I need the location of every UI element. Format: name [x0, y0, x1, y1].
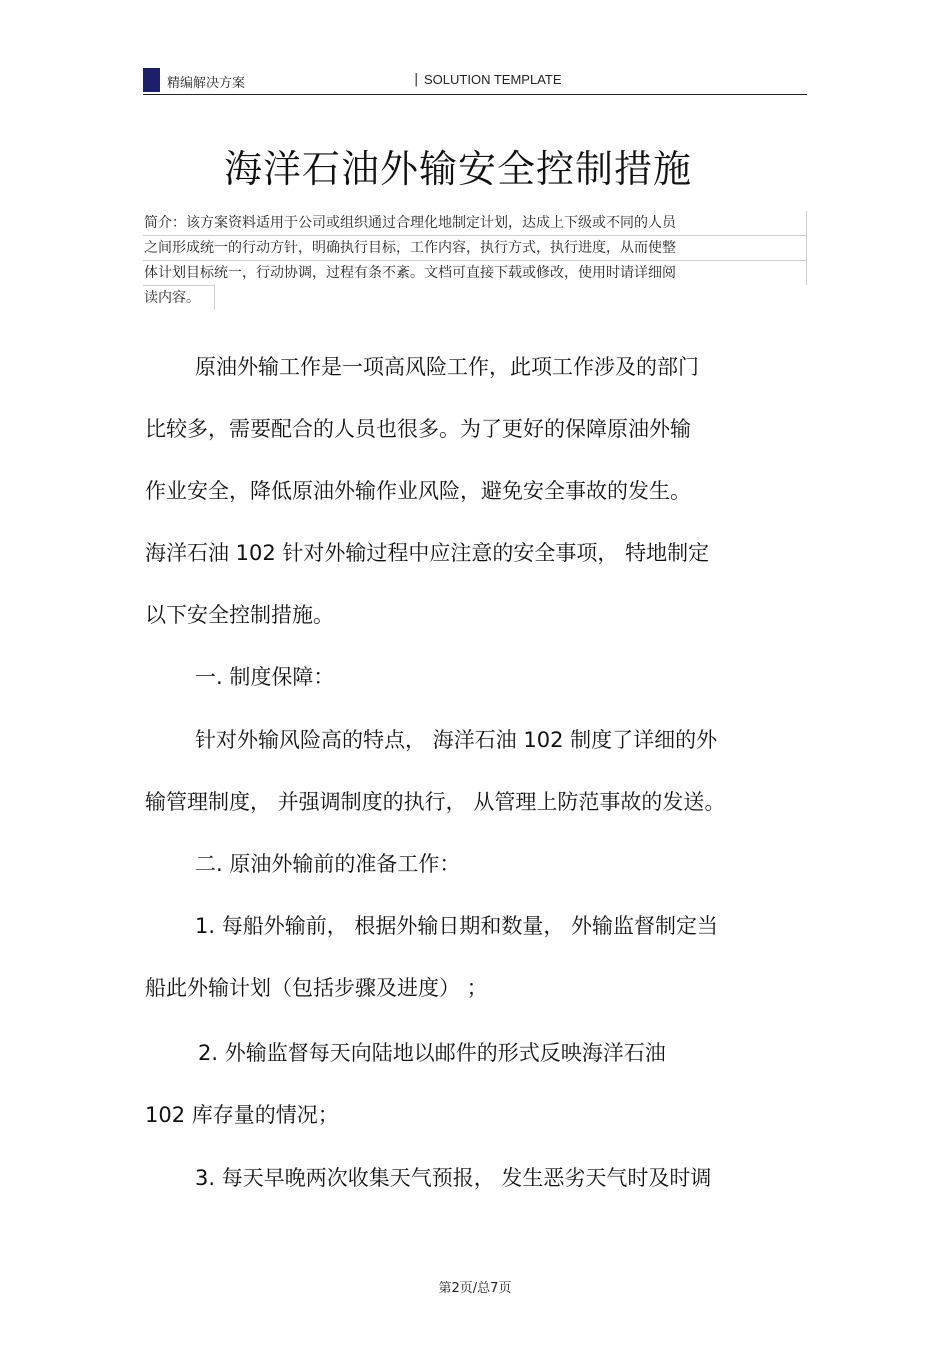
summary-line: 读内容。	[143, 285, 215, 310]
section-heading: 一. 制度保障：	[195, 665, 335, 689]
header-separator: |	[414, 72, 419, 87]
logo-icon	[143, 68, 160, 92]
body-line: 3. 每天早晚两次收集天气预报， 发生恶劣天气时及时调	[195, 1166, 712, 1190]
document-title: 海洋石油外输安全控制措施	[223, 147, 692, 191]
body-line: 输管理制度， 并强调制度的执行， 从管理上防范事故的发送。	[145, 790, 726, 814]
body-line: 2. 外输监督每天向陆地以邮件的形式反映海洋石油	[198, 1041, 666, 1065]
page-footer: 第2页/总7页	[438, 1281, 512, 1296]
body-line: 船此外输计划（包括步骤及进度） ；	[145, 976, 488, 1000]
body-line: 以下安全控制措施。	[145, 603, 334, 627]
body-line: 作业安全，降低原油外输作业风险，避免安全事故的发生。	[145, 479, 691, 503]
body-line: 102 库存量的情况；	[145, 1103, 339, 1127]
summary-line: 简介：该方案资料适用于公司或组织通过合理化地制定计划，达成上下级或不同的人员	[143, 211, 807, 235]
header-template-label: SOLUTION TEMPLATE	[424, 72, 562, 87]
body-line: 1. 每船外输前， 根据外输日期和数量， 外输监督制定当	[195, 914, 719, 938]
summary-box	[143, 211, 807, 310]
body-line: 针对外输风险高的特点， 海洋石油 102 制度了详细的外	[195, 728, 718, 752]
body-line: 海洋石油 102 针对外输过程中应注意的安全事项， 特地制定	[145, 541, 710, 565]
body-line: 原油外输工作是一项高风险工作，此项工作涉及的部门	[195, 355, 699, 379]
summary-line: 体计划目标统一，行动协调，过程有条不紊。文档可直接下载或修改，使用时请详细阅	[143, 260, 807, 285]
summary-line: 之间形成统一的行动方针，明确执行目标，工作内容，执行方式，执行进度，从而使整	[143, 235, 807, 260]
section-heading: 二. 原油外输前的准备工作：	[195, 852, 461, 876]
page-header	[143, 66, 807, 95]
body-line: 比较多，需要配合的人员也很多。为了更好的保障原油外输	[145, 417, 691, 441]
header-brand: 精编解决方案	[167, 76, 246, 91]
